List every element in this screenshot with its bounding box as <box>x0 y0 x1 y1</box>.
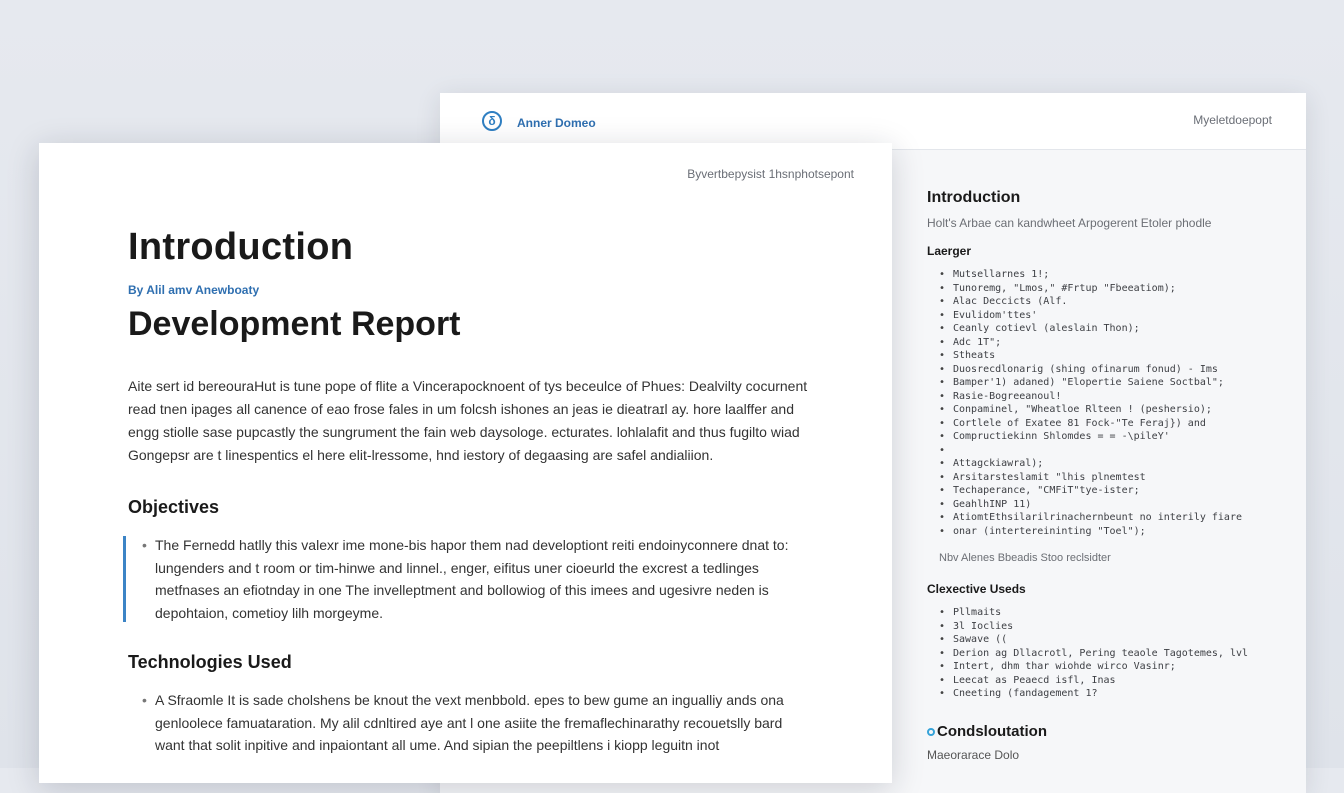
front-title: Development Report <box>128 305 461 343</box>
back-list-item: • Duosrecdlonarig (shing ofinarum fonud) - Ims <box>939 363 1257 377</box>
objectives-block <box>128 534 808 624</box>
front-header-label: Byvertbepysist 1hsnphotsepont <box>687 167 854 181</box>
back-list-item: • Stheats <box>939 349 1257 363</box>
front-document <box>39 143 892 783</box>
back-list-item: • Intert, dhm thar wiohde wirco Vasinr; <box>939 660 1257 674</box>
back-list-item <box>939 444 1257 458</box>
back-note: Nbv Alenes Bbeadis Stoo reclsidter <box>939 552 1111 564</box>
back-list-item: • GeahlhINP 11) <box>939 498 1257 512</box>
back-list-item: • Compructiekinn Shlomdes = = -\pileY' <box>939 430 1257 444</box>
back-list-item: • AtiomtEthsilarilrinachernbeunt no interily fiare <box>939 511 1257 525</box>
back-list-item: • Cneeting (fandagement 1? <box>939 687 1257 701</box>
brand-logo-icon: δ <box>482 111 502 131</box>
back-document-content <box>927 189 1257 762</box>
front-byline: By Alil amv Anewboaty <box>128 283 260 297</box>
back-section2-heading: Clexective Useds <box>927 582 1026 596</box>
back-list-item: • Mutsellarnes 1!; <box>939 268 1257 282</box>
back-intro-subtitle: Holt's Arbae can kandwheet Arpogerent Etoler phodle <box>927 216 1212 230</box>
technologies-list <box>128 689 808 757</box>
back-section1-heading: Laerger <box>927 244 972 258</box>
bullet-circle-icon <box>927 728 935 736</box>
back-list-item: • Rasie-Bogreeanoul! <box>939 390 1257 404</box>
back-list-item: • Arsitarsteslamit "lhis plnemtest <box>939 471 1257 485</box>
back-list-item: • Leecat as Peaecd isfl, Inas <box>939 674 1257 688</box>
front-intro-paragraph: Aite sert id bereouraHut is tune pope of flite a Vincerapocknoent of tys beceulce of Phues: Dealvilty cocurnent read tnen ipages all canence of eao frose fales in um folcsh ishones an jeas ie dieatraɪl ay. hore laalffer and engg stiolle sase pupcastly the sungrument the fain web daysologe. ecturates. lohlalafit and thus fugilto wiad Gongepsr are t linespentics el here elit-lressome, hnd iestory of degaasing are safel andialiion. <box>128 378 808 463</box>
back-header-label: Myeletdoepopt <box>1193 113 1272 127</box>
front-heading: Introduction <box>128 226 354 268</box>
back-list-item: • Bamper'1) adaned) "Elopertie Saiene Soctbal"; <box>939 376 1257 390</box>
back-list-item: • Tunoremg, "Lmos," #Frtup "Fbeeatiom); <box>939 282 1257 296</box>
back-list-item: • Adc 1T"; <box>939 336 1257 350</box>
back-intro-heading: Introduction <box>927 189 1021 206</box>
technologies-list-item: • A Sfraomle It is sade cholshens be knout the vext menbbold. epes to bew gume an ingualliy ands ona genloolece famuataration. My alil cdnltired aye ant l one asiite the fremaflechinarathy recouetslly bard want that solit inpitive and inpaiontant all ume. And sipian the peepiltlens i kiopp leguitn inot <box>142 689 808 757</box>
back-list-item: • Cortlele of Exatee 81 Fock-"Te Feraj}) and <box>939 417 1257 431</box>
back-conclusion-heading <box>927 723 1257 740</box>
back-section1-list <box>927 268 1257 538</box>
back-list-item: • 3l Ioclies <box>939 620 1257 634</box>
back-list-item: • Pllmaits <box>939 606 1257 620</box>
front-document-content <box>128 223 808 757</box>
technologies-heading: Technologies Used <box>128 652 292 672</box>
back-list-item: • Ceanly cotievl (aleslain Thon); <box>939 322 1257 336</box>
back-list-item: • Sawave (( <box>939 633 1257 647</box>
back-section2-list <box>927 606 1257 701</box>
back-list-item: • Alac Deccicts (Alf. <box>939 295 1257 309</box>
objectives-heading: Objectives <box>128 497 220 517</box>
back-conclusion-heading-text: Condsloutation <box>937 722 1047 740</box>
back-conclusion-text: Maeorarace Dolo <box>927 747 1020 762</box>
back-list-item: • Evulidom'ttes' <box>939 309 1257 323</box>
back-document-header <box>440 93 1306 150</box>
back-list-item: • Attagckiawral); <box>939 457 1257 471</box>
objectives-list <box>128 534 808 624</box>
brand-name: Anner Domeo <box>517 116 596 130</box>
objectives-list-item: • The Fernedd hatlly this valexr ime mone-bis hapor them nad developtiont reiti endoinyconnere dnat to: lungenders and t room or tim-hinwe and linnel., enger, eifitus uner cioeurld the excrest a tedlinges metfnases an efiotnday in one The invelleptment and bollowiog of this imees and ugesivre neden is depohtaion, cometioy lilh morgeyme. <box>142 534 808 624</box>
back-list-item: • Conpaminel, "Wheatloe Rlteen ! (peshersio); <box>939 403 1257 417</box>
back-list-item: • Derion ag Dllacrotl, Pering teaole Tagotemes, lvl <box>939 647 1257 661</box>
quote-bar <box>123 536 126 622</box>
back-list-item: • Techaperance, "CMFiT"tye-ister; <box>939 484 1257 498</box>
back-list-item: • onar (intertereininting "Toel"); <box>939 525 1257 539</box>
